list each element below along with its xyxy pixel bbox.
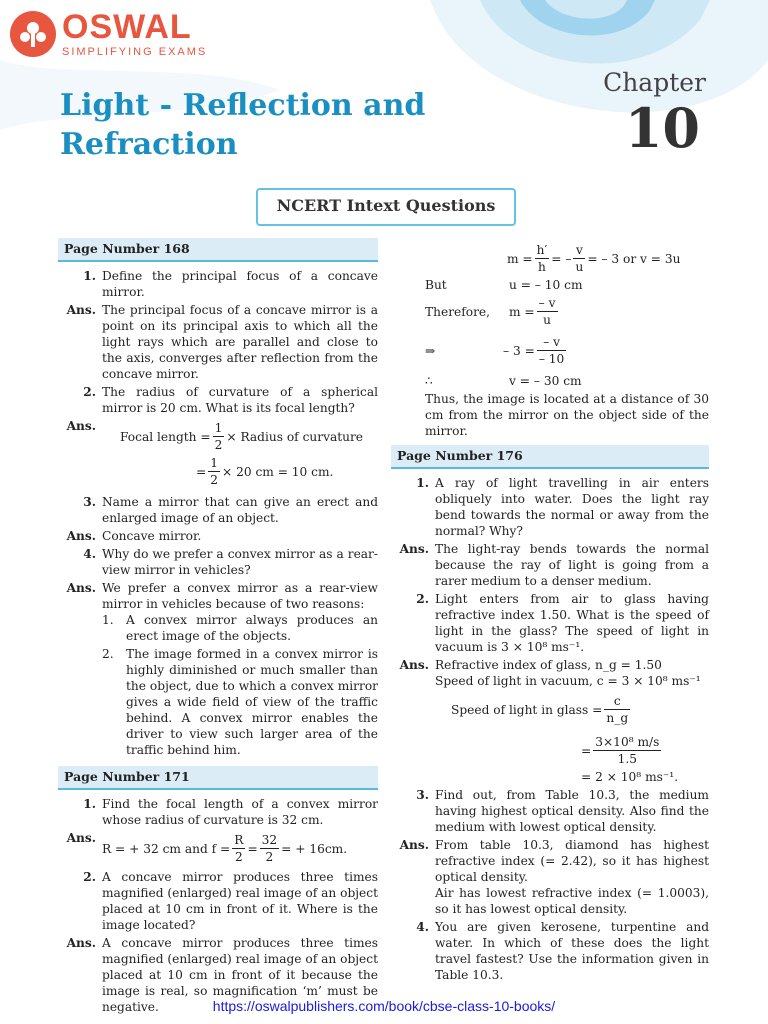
right-column: m = $\frac{h'}{h}$ = – $\frac{v}{u}$ = – 3 or v = 3u But u = – 10 cm Therefore, m = $\frac{- v}{u}$ ⇒ – 3 = $\frac{- v}{- 10}$ ∴ v = – 30 cm Thus, the image is located at a distance of 30 cm from the mirror on the object side of the mirror. Page Number 176 1. A ray of light travelling in air enters obliquely into water. Does the light ray bend towards the normal or away from the normal? Why? Ans. The light-ray bends towards the normal because the ray of light is going from a rarer medium to a denser medium. 2. Light enters from air to glass having refractive index 1.50. What is the speed of light in the glass? The speed of light in vacuum is 3 × 10⁸ ms⁻¹. Ans. Refractive index of glass, n_g = 1.50 Speed of light in vacuum, c = 3 × 10⁸ ms⁻¹ Speed of light in glass = $\frac{c}{n\_g}$ = $\frac{\text{3×10⁸ m/s}}{1.5}$ = 2 × 10⁸ ms⁻¹. 3. Find out, from Table 10.3, the medium having highest optical density. Also find the medium with lowest optical density. Ans. From table 10.3, diamond has highest refractive index (= 2.42), so it has highest optical density. Air has lowest refractive index (= 1.0003), so it has lowest optical density. 4. You are given kerosene, turpentine and water. In which of these does the light travel fastest? Use the information given in Table 10.3. — [391, 240, 709, 985]
magnification-equation: m = $\frac{h'}{h}$ = – $\frac{v}{u}$ = – 3 or v = 3u — [507, 243, 681, 274]
question: 3. Name a mirror that can give an erect and enlarged image of an object. — [83, 495, 378, 525]
conclusion: Thus, the image is located at a distance of 30 cm from the mirror on the object side of the mirror. — [425, 392, 709, 438]
answer-point: 2. The image formed in a convex mirror is highly diminished or much smaller than the object, due to which a convex mirror gives a wide field of view of the traffic behind. A convex mirror enables the driver to view such larger area of the traffic behind him. — [102, 647, 378, 757]
chapter-number: 10 — [624, 96, 700, 160]
question: 2. A concave mirror produces three times magnified (enlarged) real image of an object placed at 10 cm in front of it. Where is the image located? — [83, 870, 378, 932]
left-column — [58, 238, 378, 1017]
fraction: $\frac{1}{2}$ — [210, 456, 218, 487]
title-line-1: Light - Reflection and — [60, 88, 426, 123]
question: 2. The radius of curvature of a spherical mirror is 20 cm. What is its focal length? — [83, 385, 378, 415]
chapter-label: Chapter — [603, 68, 706, 97]
answer: Ans. R = + 32 cm and f = $\frac{R}{2}$ = $\frac{32}{2}$ = + 16cm. — [66, 831, 348, 864]
answer: Ans. The principal focus of a concave mirror is a point on its principal axis to which all the light rays which are parallel and close to the axis, converges after reflection from the concave mirror. — [66, 303, 378, 381]
question: 4. Why do we prefer a convex mirror as a rear-view mirror in vehicles? — [83, 547, 378, 577]
question: 1. Define the principal focus of a concave mirror. — [83, 269, 378, 299]
section-tag: NCERT Intext Questions — [256, 188, 516, 226]
logo-title: OSWAL — [62, 8, 192, 46]
answer: Ans. We prefer a convex mirror as a rear-view mirror in vehicles because of two reasons: 1. A convex mirror always produces an erect image of the objects. 2. The image formed in a convex mirror is highly diminished or much smaller than the object, due to which a convex mirror gives a wide field of view of the traffic behind. A convex mirror enables the driver to view such larger area of the traffic behind him. — [66, 581, 378, 757]
page-number-heading: Page Number 176 — [391, 445, 709, 469]
oswal-logo — [10, 10, 207, 58]
answer-point: 1. A convex mirror always produces an erect image of the objects. — [102, 613, 378, 643]
logo-subtitle: SIMPLIFYING EXAMS — [62, 46, 208, 58]
answer: Ans. From table 10.3, diamond has highest refractive index (= 2.42), so it has highest optical density. Air has lowest refractive index (= 1.0003), so it has lowest optical density. — [399, 838, 709, 916]
question: 1. A ray of light travelling in air enters obliquely into water. Does the light ray bend towards the normal or away from the normal? Why? — [416, 476, 709, 538]
answer: Ans. Refractive index of glass, n_g = 1.50 Speed of light in vacuum, c = 3 × 10⁸ ms⁻¹ Speed of light in glass = $\frac{c}{n\_g}$ = $\frac{\text{3×10⁸ m/s}}{1.5}$ = 2 × 10⁸ ms⁻¹. — [399, 658, 701, 784]
question: 2. Light enters from air to glass having refractive index 1.50. What is the speed of light in the glass? The speed of light in vacuum is 3 × 10⁸ ms⁻¹. — [416, 592, 709, 654]
question: 1. Find the focal length of a convex mirror whose radius of curvature is 32 cm. — [83, 797, 378, 827]
page-title — [60, 86, 480, 164]
fraction: $\frac{1}{2}$ — [214, 421, 223, 452]
answer: Ans. The light-ray bends towards the normal because the ray of light is going from a rarer medium to a denser medium. — [399, 542, 709, 588]
page-number-heading: Page Number 168 — [58, 238, 378, 262]
answer: Ans. Focal length = $\frac{1}{2}$ × Radius of curvature = $\frac{1}{2}$ × 20 cm = 10 cm. — [66, 419, 364, 487]
question: 4. You are given kerosene, turpentine and water. In which of these does the light travel fastest? Use the information given in Table 10.3. — [416, 920, 709, 982]
question: 3. Find out, from Table 10.3, the medium having highest optical density. Also find the medium with lowest optical density. — [416, 788, 709, 834]
logo-emblem-icon — [10, 11, 56, 57]
title-line-2: Refraction — [60, 127, 238, 162]
answer: Ans. Concave mirror. — [66, 529, 202, 543]
footer-link[interactable]: https://oswalpublishers.com/book/cbse-class-10-books/ — [212, 998, 556, 1014]
page-number-heading: Page Number 171 — [58, 766, 378, 790]
answer: Ans. A concave mirror produces three times magnified (enlarged) real image of an object placed at 10 cm in front of it because the image is real, so magnification ‘m’ must be negative. — [66, 936, 378, 1014]
